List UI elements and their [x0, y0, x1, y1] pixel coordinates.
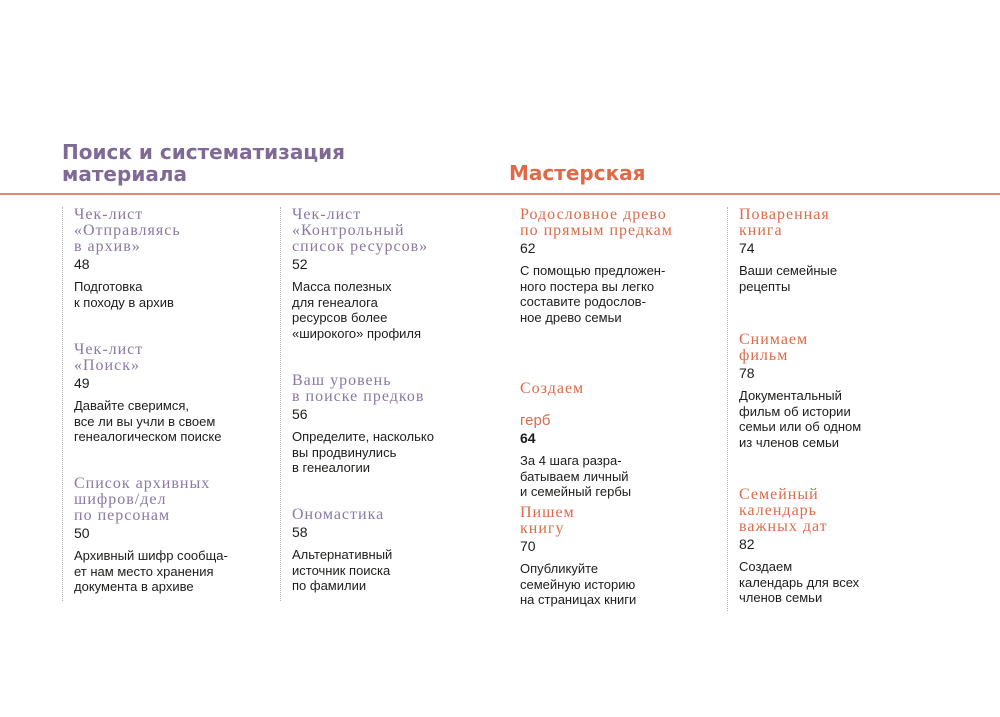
- entry-description: Подготовка к походу в архив: [74, 279, 174, 310]
- entry-title: Семейный календарь важных дат: [739, 486, 828, 535]
- divider-rule: [0, 193, 1000, 195]
- entry-title: Список архивных шифров/дел по персонам: [74, 475, 211, 524]
- entry-description: Масса полезных для генеалога ресурсов более «широкого» профиля: [292, 279, 422, 341]
- toc-entry[interactable]: [520, 207, 709, 365]
- toc-entry[interactable]: [292, 207, 481, 373]
- page-number: 64: [520, 430, 536, 446]
- entry-title-sans: герб: [520, 412, 551, 429]
- toc-entry[interactable]: [739, 207, 928, 332]
- toc-entry[interactable]: [739, 332, 928, 487]
- entry-title: Родословное древо по прямым предкам: [520, 206, 673, 239]
- entry-description: За 4 шага разра- батываем личный и семейный гербы: [520, 453, 632, 499]
- page-number: 78: [739, 365, 755, 381]
- page-number: 62: [520, 240, 536, 256]
- entry-description: Ваши семейные рецепты: [739, 263, 838, 294]
- entry-title: Поваренная книга: [739, 206, 830, 239]
- entry-description: Определите, насколько вы продвинулись в генеалогии: [292, 429, 434, 475]
- toc-entry[interactable]: [520, 505, 709, 608]
- entry-title: Ваш уровень в поиске предков: [292, 372, 425, 405]
- page-number: 52: [292, 256, 308, 272]
- entry-title: Чек-лист «Отправляясь в архив»: [74, 206, 181, 255]
- entry-title: Чек-лист «Контрольный список ресурсов»: [292, 206, 429, 255]
- page-number: 49: [74, 375, 90, 391]
- entry-description: С помощью предложен- ного постера вы легко составите родослов- ное древо семьи: [520, 263, 666, 325]
- toc-entry[interactable]: [292, 507, 481, 594]
- page-number: 82: [739, 536, 755, 552]
- entry-title: [520, 365, 709, 429]
- page-number: 50: [74, 525, 90, 541]
- toc-column-2: [280, 207, 481, 601]
- page-number: 58: [292, 524, 308, 540]
- page-number: 70: [520, 538, 536, 554]
- toc-entry[interactable]: [292, 373, 481, 507]
- toc-entry[interactable]: [739, 487, 928, 606]
- entry-title: Ономастика: [292, 506, 385, 523]
- entry-description: Давайте сверимся, все ли вы учли в своем генеалогическом поиске: [74, 398, 222, 444]
- toc-column-4: [727, 207, 928, 611]
- toc-entry[interactable]: [74, 476, 263, 595]
- entry-description: Опубликуйте семейную историю на страницах книги: [520, 561, 637, 607]
- entry-description: Альтернативный источник поиска по фамилии: [292, 547, 393, 593]
- entry-title: Чек-лист «Поиск»: [74, 341, 144, 374]
- entry-title: Пишем книгу: [520, 504, 575, 537]
- entry-description: Создаем календарь для всех членов семьи: [739, 559, 860, 605]
- entry-description: Архивный шифр сообща- ет нам место хранения документа в архиве: [74, 548, 228, 594]
- section-title-workshop: Мастерская: [509, 161, 646, 185]
- entry-title: Снимаем фильм: [739, 331, 809, 364]
- toc-entry[interactable]: [74, 342, 263, 476]
- section-title-search: Поиск и систематизация материала: [62, 140, 345, 186]
- toc-entry[interactable]: [520, 365, 709, 505]
- toc-entry[interactable]: [74, 207, 263, 342]
- page-number: 48: [74, 256, 90, 272]
- toc-column-3: [509, 207, 709, 611]
- page-number: 74: [739, 240, 755, 256]
- entry-description: Документальный фильм об истории семьи или об одном из членов семьи: [739, 388, 862, 450]
- page-number: 56: [292, 406, 308, 422]
- toc-column-1: [62, 207, 263, 601]
- entry-title-serif: Создаем: [520, 380, 585, 397]
